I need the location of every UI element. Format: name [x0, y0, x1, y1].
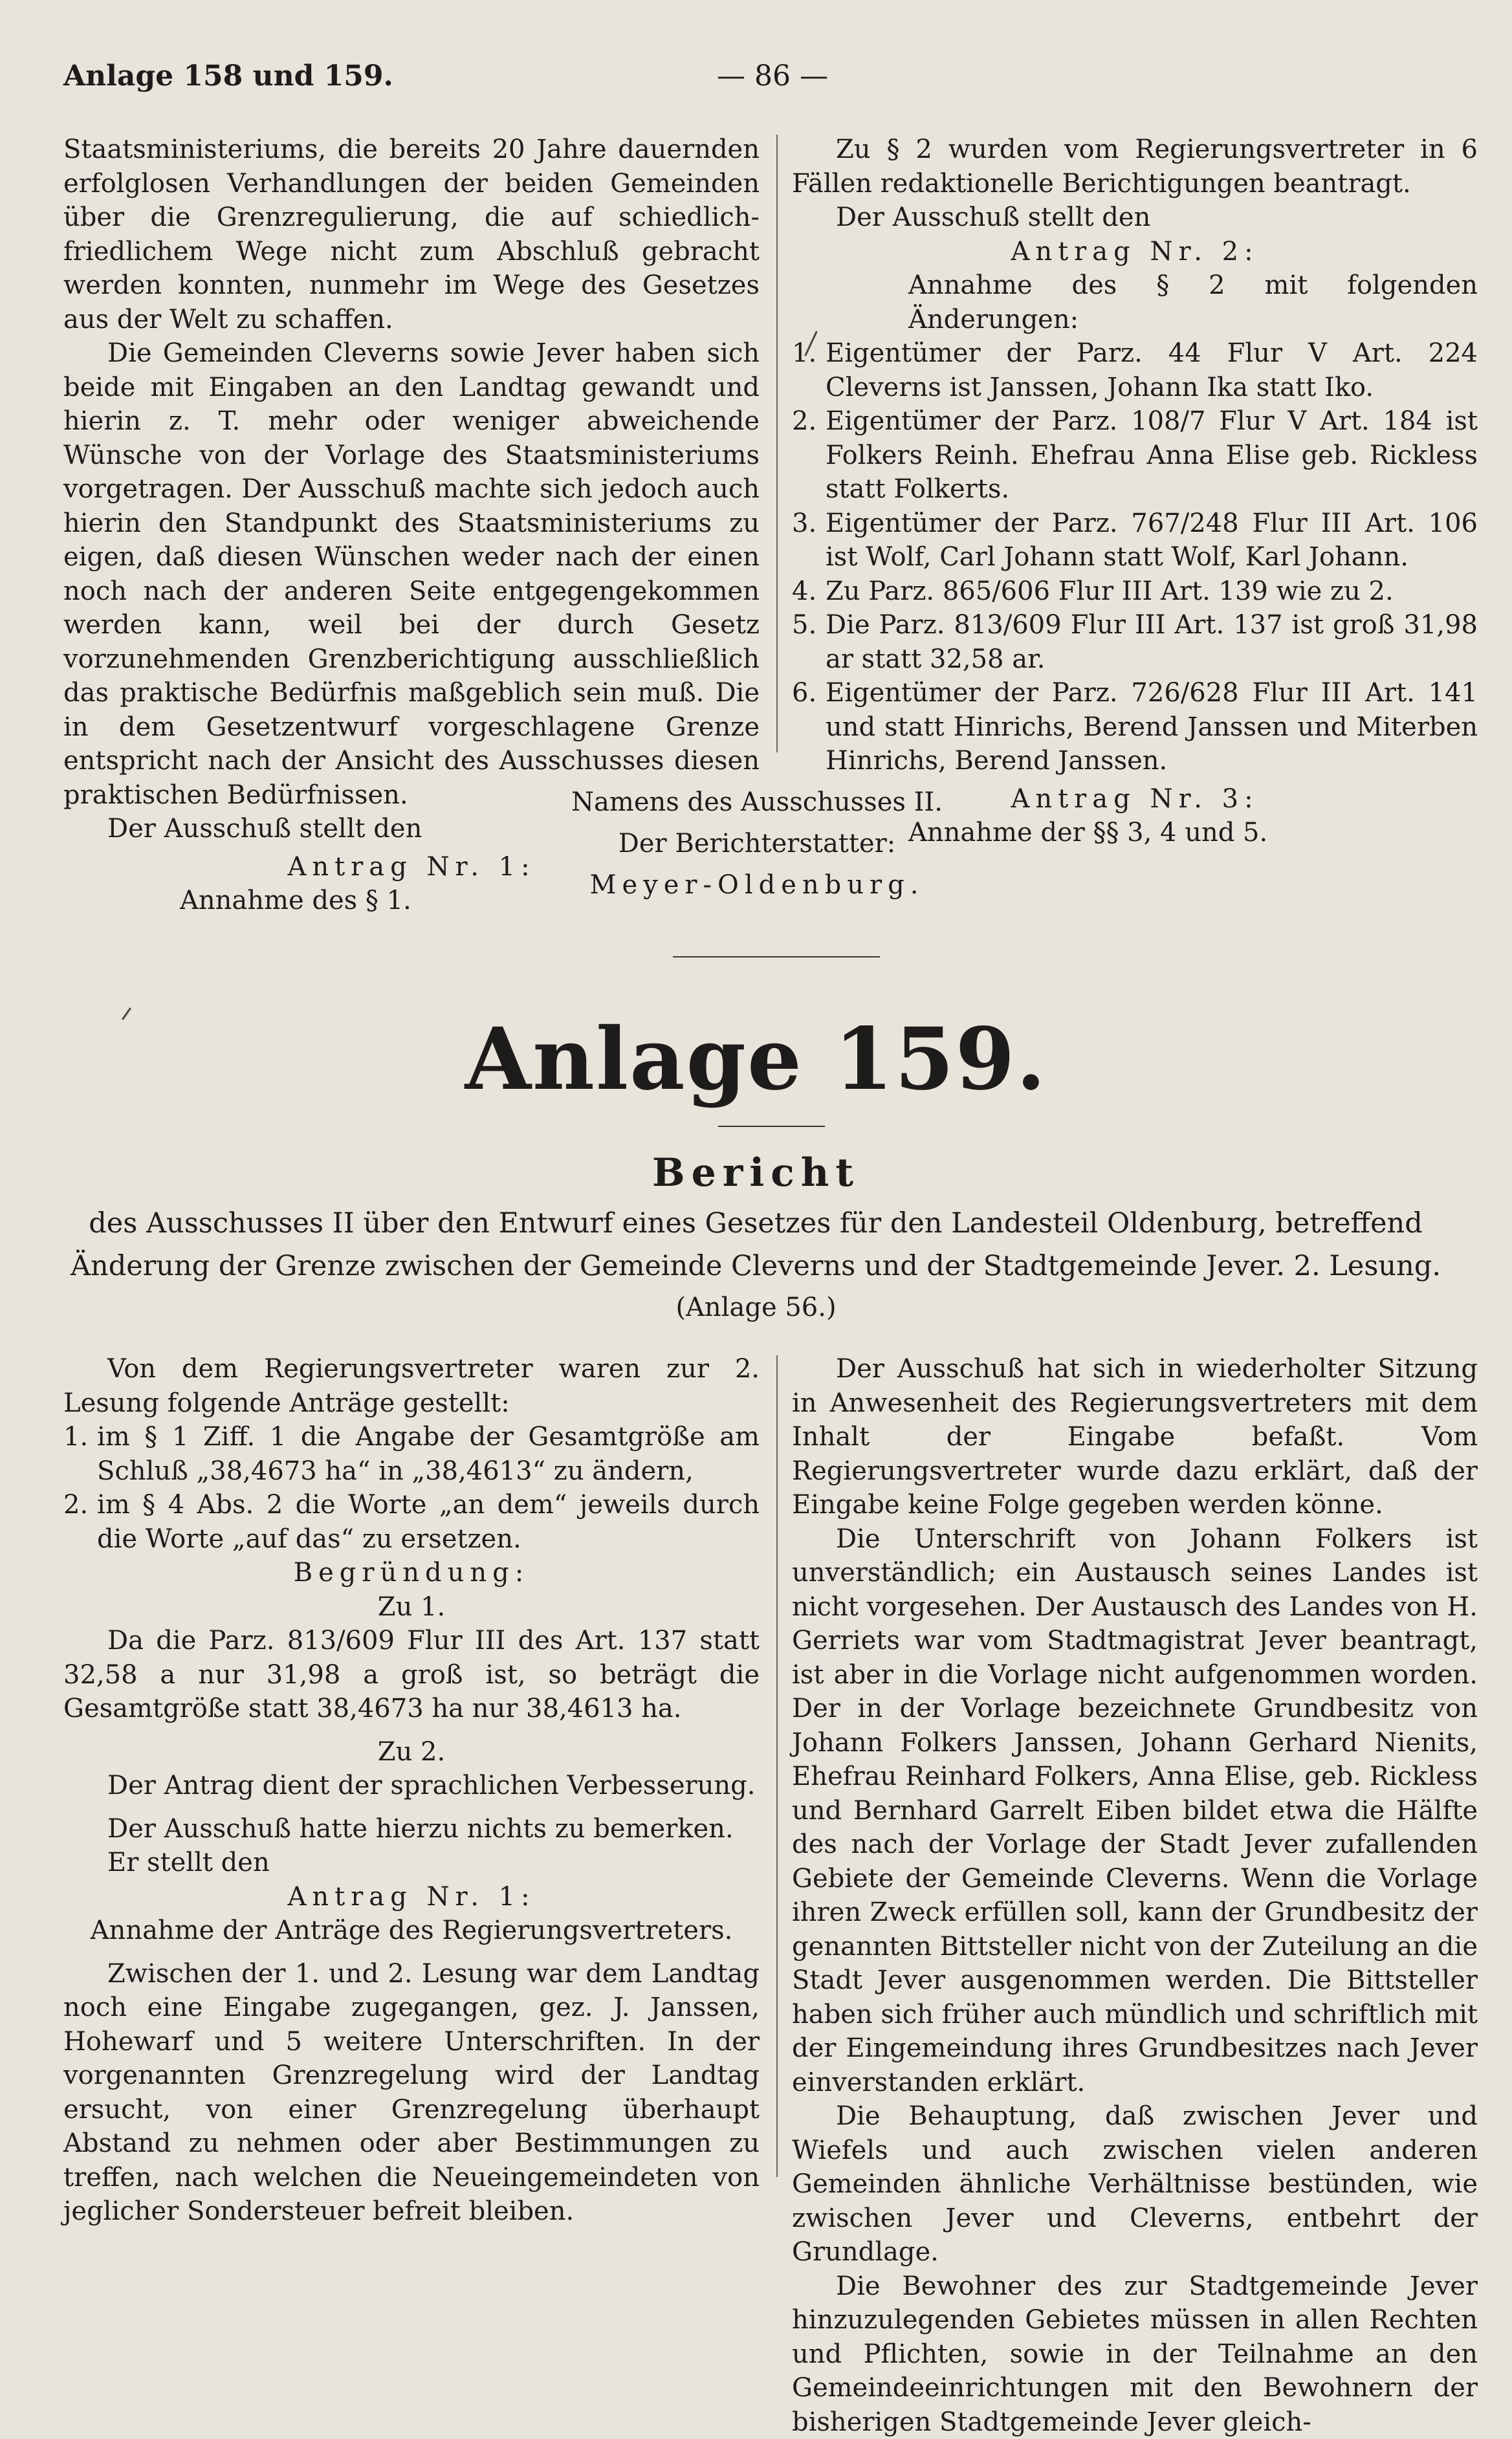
begruendung-heading: Begründung: [63, 1556, 760, 1590]
column-divider [776, 135, 778, 752]
signature-line: Namens des Ausschusses II. [518, 782, 996, 823]
paragraph: Der Ausschuß hat sich in wiederholter Sitzung in Anwesenheit des Regierungsvertreters mit dem Inhalt der Eingabe befaßt. Vom Regierungsvertreter wurde dazu erklärt, daß der Eingabe keine Folge gegeben werden könne. [792, 1352, 1478, 1522]
signature-name: Meyer-Oldenburg. [518, 864, 996, 906]
annahme-line: Annahme der §§ 3, 4 und 5. [792, 816, 1478, 850]
paragraph: Er stellt den [63, 1846, 760, 1880]
anlage-title: Anlage 159. [0, 1009, 1512, 1110]
paragraph: Die Behauptung, daß zwischen Jever und Wiefels und auch zwischen vielen anderen Gemeinden ähnliche Verhältnisse bestünden, wie zwischen Jever und Cleverns, entbehrt der Grundlage. [792, 2099, 1478, 2269]
list-item: 4. Zu Parz. 865/606 Flur III Art. 139 wie zu 2. [792, 574, 1478, 609]
list-item: 3. Eigentümer der Parz. 767/248 Flur III Art. 106 ist Wolf, Carl Johann statt Wolf, Karl Johann. [792, 507, 1478, 574]
list-item: 6. Eigentümer der Parz. 726/628 Flur III Art. 141 und statt Hinrichs, Berend Janssen und Miterben Hinrichs, Berend Janssen. [792, 676, 1478, 778]
section-rule [673, 956, 880, 957]
report-subtitle: des Ausschusses II über den Entwurf eines Gesetzes für den Landesteil Oldenburg, betreffend Änderung der Grenze zwischen der Gemeinde Cleverns und der Stadtgemeinde Jever. 2. Lesung. [63, 1202, 1448, 1287]
paragraph: Staatsministeriums, die bereits 20 Jahre dauernden erfolglosen Verhandlungen der beiden Gemeinden über die Grenzregulierung, die auf schiedlich-friedlichem Wege nicht zum Abschluß gebracht werden konnten, nunmehr im Wege des Gesetzes aus der Welt zu schaffen. [63, 133, 760, 336]
antrag-heading: Antrag Nr. 2: [792, 235, 1478, 269]
lower-right-column [792, 1352, 1478, 2439]
annahme-line: Annahme des § 1. [63, 884, 760, 918]
list-item: 2. im § 4 Abs. 2 die Worte „an dem“ jeweils durch die Worte „auf das“ zu ersetzen. [63, 1488, 760, 1556]
antrag-heading: Antrag Nr. 3: [792, 782, 1478, 816]
paragraph: Zwischen der 1. und 2. Lesung war dem Landtag noch eine Eingabe zugegangen, gez. J. Janssen, Hohewarf und 5 weitere Unterschriften. In der vorgenannten Grenzregelung wird der Landtag ersucht, von einer Grenzregelung überhaupt Abstand zu nehmen oder aber Bestimmungen zu treffen, nach welchen die Neueingemeindeten von jeglicher Sondersteuer befreit bleiben. [63, 1957, 760, 2229]
lower-left-column [63, 1352, 760, 2229]
annahme-line: Annahme des § 2 mit folgenden Änderungen: [792, 268, 1478, 336]
paragraph: Der Ausschuß stellt den [63, 812, 760, 846]
sub-heading: Zu 1. [63, 1590, 760, 1624]
paragraph: Die Bewohner des zur Stadtgemeinde Jever hinzuzulegenden Gebietes müssen in allen Rechten und Pflichten, sowie in der Teilnahme an den Gemeindeeinrichtungen mit den Bewohnern der bisherigen Stadtgemeinde Jever gleich- [792, 2269, 1478, 2439]
paragraph: Von dem Regierungsvertreter waren zur 2. Lesung folgende Anträge gestellt: [63, 1352, 760, 1420]
signature-line: Der Berichterstatter: [518, 823, 996, 864]
paragraph: Der Ausschuß hatte hierzu nichts zu bemerken. [63, 1812, 760, 1846]
antrag-heading: Antrag Nr. 1: [63, 1880, 760, 1914]
column-divider [776, 1355, 778, 2177]
report-reference: (Anlage 56.) [0, 1293, 1512, 1322]
antrag-heading: Antrag Nr. 1: [63, 850, 760, 884]
paragraph: Der Antrag dient der sprachlichen Verbesserung. [63, 1769, 760, 1803]
list-item: 1. Eigentümer der Parz. 44 Flur V Art. 224 Cleverns ist Janssen, Johann Ika statt Iko. [792, 336, 1478, 404]
signature-block [518, 782, 996, 906]
annahme-line: Annahme der Anträge des Regierungsvertreters. [63, 1914, 760, 1948]
report-title: Bericht [0, 1150, 1512, 1196]
upper-right-column [792, 133, 1478, 850]
paragraph: Zu § 2 wurden vom Regierungsvertreter in 6 Fällen redaktionelle Berichtigungen beantragt. [792, 133, 1478, 201]
paragraph: Die Gemeinden Cleverns sowie Jever haben sich beide mit Eingaben an den Landtag gewandt und hierin z. T. mehr oder weniger abweichende Wünsche von der Vorlage des Staatsministeriums vorgetragen. Der Ausschuß machte sich jedoch auch hierin den Standpunkt des Staatsministeriums zu eigen, daß diesen Wünschen weder nach der einen noch nach der anderen Seite entgegengekommen werden kann, weil bei der durch Gesetz vorzunehmenden Grenzberichtigung ausschließlich das praktische Bedürfnis maßgeblich sein muß. Die in dem Gesetzentwurf vorgeschlagene Grenze entspricht nach der Ansicht des Ausschusses diesen praktischen Bedürfnissen. [63, 336, 760, 812]
sub-heading: Zu 2. [63, 1735, 760, 1769]
paragraph: Der Ausschuß stellt den [792, 201, 1478, 235]
paragraph: Die Unterschrift von Johann Folkers ist unverständlich; ein Austausch seines Landes ist nicht vorgesehen. Der Austausch des Landes von H. Gerriets war vom Stadtmagistrat Jever beantragt, ist aber in die Vorlage nicht aufgenommen worden. Der in der Vorlage bezeichnete Grundbesitz von Johann Folkers Janssen, Johann Gerhard Nienits, Ehefrau Reinhard Folkers, Anna Elise, geb. Rickless und Bernhard Garrelt Eiben bildet etwa die Hälfte des nach der Vorlage der Stadt Jever zufallenden Gebiete der Gemeinde Cleverns. Wenn die Vorlage ihren Zweck erfüllen soll, kann der Grundbesitz der genannten Bittsteller nicht von der Zuteilung an die Stadt Jever ausgenommen werden. Die Bittsteller haben sich früher auch mündlich und schriftlich mit der Eingemeindung ihres Grundbesitzes nach Jever einverstanden erklärt. [792, 1522, 1478, 2100]
paragraph: Da die Parz. 813/609 Flur III des Art. 137 statt 32,58 a nur 31,98 a groß ist, so beträgt die Gesamtgröße statt 38,4673 ha nur 38,4613 ha. [63, 1624, 760, 1726]
list-item: 2. Eigentümer der Parz. 108/7 Flur V Art. 184 ist Folkers Reinh. Ehefrau Anna Elise geb. Rickless statt Folkerts. [792, 404, 1478, 507]
page-number: — 86 — [717, 60, 828, 93]
running-header: Anlage 158 und 159. [63, 60, 393, 93]
title-rule [718, 1126, 825, 1127]
list-item: 5. Die Parz. 813/609 Flur III Art. 137 ist groß 31,98 ar statt 32,58 ar. [792, 608, 1478, 676]
list-item: 1. im § 1 Ziff. 1 die Angabe der Gesamtgröße am Schluß „38,4673 ha“ in „38,4613“ zu ändern, [63, 1420, 760, 1488]
